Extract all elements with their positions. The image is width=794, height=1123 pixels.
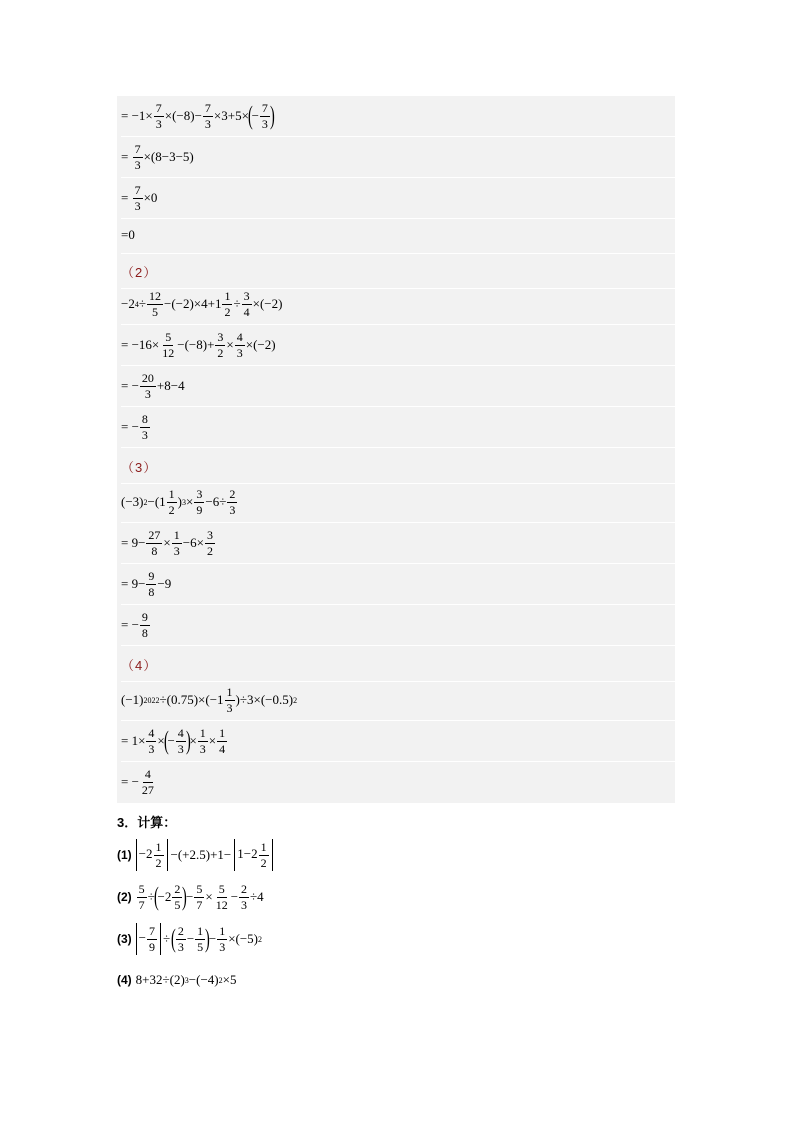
- fraction: $\frac{3}{2}$: [217, 329, 224, 360]
- solution-line: [121, 217, 675, 254]
- problem-item: (3) − $\frac{7}{9}$ ÷ ( $\frac{2}{3}$ − $\frac{1}{5}$ ) − $\frac{1}{3}$ ×(−5) 2: [117, 923, 263, 954]
- expr-text: =0: [121, 227, 135, 242]
- fraction: $\frac{1}{3}$: [199, 725, 206, 756]
- fraction: $\frac{1}{2}$: [224, 288, 231, 319]
- fraction: $\frac{7}{3}$: [204, 100, 211, 131]
- part-heading: （4）: [121, 647, 675, 682]
- expr-text: = −1×: [121, 108, 153, 123]
- fraction: $\frac{2}{3}$: [229, 486, 236, 517]
- problem-label: (1): [117, 848, 132, 862]
- expr-text: ×(8−3−5): [143, 149, 194, 164]
- problem-label: (3): [117, 932, 132, 946]
- fraction: $\frac{9}{8}$: [148, 568, 155, 599]
- fraction: $\frac{5}{12}$: [162, 329, 175, 360]
- fraction: $\frac{12}{5}$: [148, 288, 161, 319]
- part-heading: （2）: [121, 254, 675, 289]
- solution-line: = − $\frac{9}{8}$: [121, 605, 675, 646]
- solution-panel: [117, 96, 675, 803]
- absolute-value: 1−2 $\frac{1}{2}$: [234, 839, 272, 871]
- solution-line: = − $\frac{4}{27}$: [121, 766, 154, 797]
- fraction: $\frac{20}{3}$: [141, 370, 154, 401]
- solution-line: = 9− $\frac{9}{8}$ −9: [121, 564, 675, 605]
- fraction: $\frac{4}{3}$: [177, 725, 184, 756]
- problem-item: (2) $\frac{5}{7}$ ÷ ( −2 $\frac{2}{5}$ ) − $\frac{5}{7}$ × $\frac{5}{12}$ − $\frac{2}{3}$ ÷4: [117, 881, 264, 912]
- problem-item: (4) 8+32÷(2) 3 −(−4) 2 ×5: [117, 972, 237, 987]
- expr-text: ×0: [143, 190, 158, 205]
- problem-item: (1) −2 $\frac{1}{2}$ −(+2.5)+1− 1−2 $\frac{1}{2}$: [117, 837, 273, 873]
- absolute-value: −2 $\frac{1}{2}$: [136, 839, 168, 871]
- solution-line: = $\frac{7}{3}$ ×0: [121, 178, 675, 219]
- problem-label: (4): [117, 973, 132, 987]
- fraction: $\frac{7}{3}$: [134, 182, 141, 213]
- part-heading: （3）: [121, 449, 675, 484]
- fraction: $\frac{7}{3}$: [155, 100, 162, 131]
- fraction: $\frac{1}{3}$: [226, 684, 233, 715]
- fraction: $\frac{1}{4}$: [219, 725, 226, 756]
- problem-label: (2): [117, 890, 132, 904]
- fraction: $\frac{4}{3}$: [148, 725, 155, 756]
- solution-line: = 1× $\frac{4}{3}$ × ( − $\frac{4}{3}$ ) × $\frac{1}{3}$ × $\frac{1}{4}$: [121, 721, 675, 762]
- fraction: $\frac{7}{3}$: [134, 141, 141, 172]
- fraction: $\frac{1}{2}$: [168, 486, 175, 517]
- expr-text: ×3+5×: [213, 108, 249, 123]
- solution-line: = − $\frac{20}{3}$ +8−4: [121, 366, 675, 407]
- fraction: $\frac{27}{8}$: [148, 527, 161, 558]
- fraction: $\frac{3}{9}$: [196, 486, 203, 517]
- fraction: $\frac{4}{27}$: [141, 766, 154, 797]
- fraction: $\frac{3}{2}$: [206, 527, 213, 558]
- solution-line: −2 4 ÷ $\frac{12}{5}$ −(−2)×4+1 $\frac{1}{2}$ ÷ $\frac{3}{4}$ ×(−2): [121, 284, 675, 325]
- solution-line: = 9− $\frac{27}{8}$ × $\frac{1}{3}$ −6× $\frac{3}{2}$: [121, 523, 675, 564]
- solution-line: = −16× $\frac{5}{12}$ −(−8)+ $\frac{3}{2}$ × $\frac{4}{3}$ ×(−2): [121, 325, 675, 366]
- solution-line: (−1) 2022 ÷(0.75)×(−1 $\frac{1}{3}$ )÷3×(−0.5) 2: [121, 680, 675, 721]
- fraction: $\frac{8}{3}$: [141, 411, 148, 442]
- solution-line: = −1× $\frac{7}{3}$ ×(−8)− $\frac{7}{3}$ ×3+5× ( − $\frac{7}{3}$ ): [121, 96, 675, 137]
- fraction: $\frac{1}{3}$: [173, 527, 180, 558]
- expr-text: ×(−8)−: [164, 108, 202, 123]
- fraction: $\frac{4}{3}$: [236, 329, 243, 360]
- solution-line: = − $\frac{8}{3}$: [121, 407, 675, 448]
- absolute-value: − $\frac{7}{9}$: [136, 923, 161, 955]
- fraction: $\frac{3}{4}$: [243, 288, 250, 319]
- solution-line: (−3) 2 −(1 $\frac{1}{2}$ ) 3 × $\frac{3}{9}$ −6÷ $\frac{2}{3}$: [121, 482, 675, 523]
- question-title: 3．计算：: [117, 815, 177, 830]
- solution-line: = $\frac{7}{3}$ ×(8−3−5): [121, 137, 675, 178]
- fraction: $\frac{7}{3}$: [261, 100, 268, 131]
- fraction: $\frac{9}{8}$: [141, 609, 148, 640]
